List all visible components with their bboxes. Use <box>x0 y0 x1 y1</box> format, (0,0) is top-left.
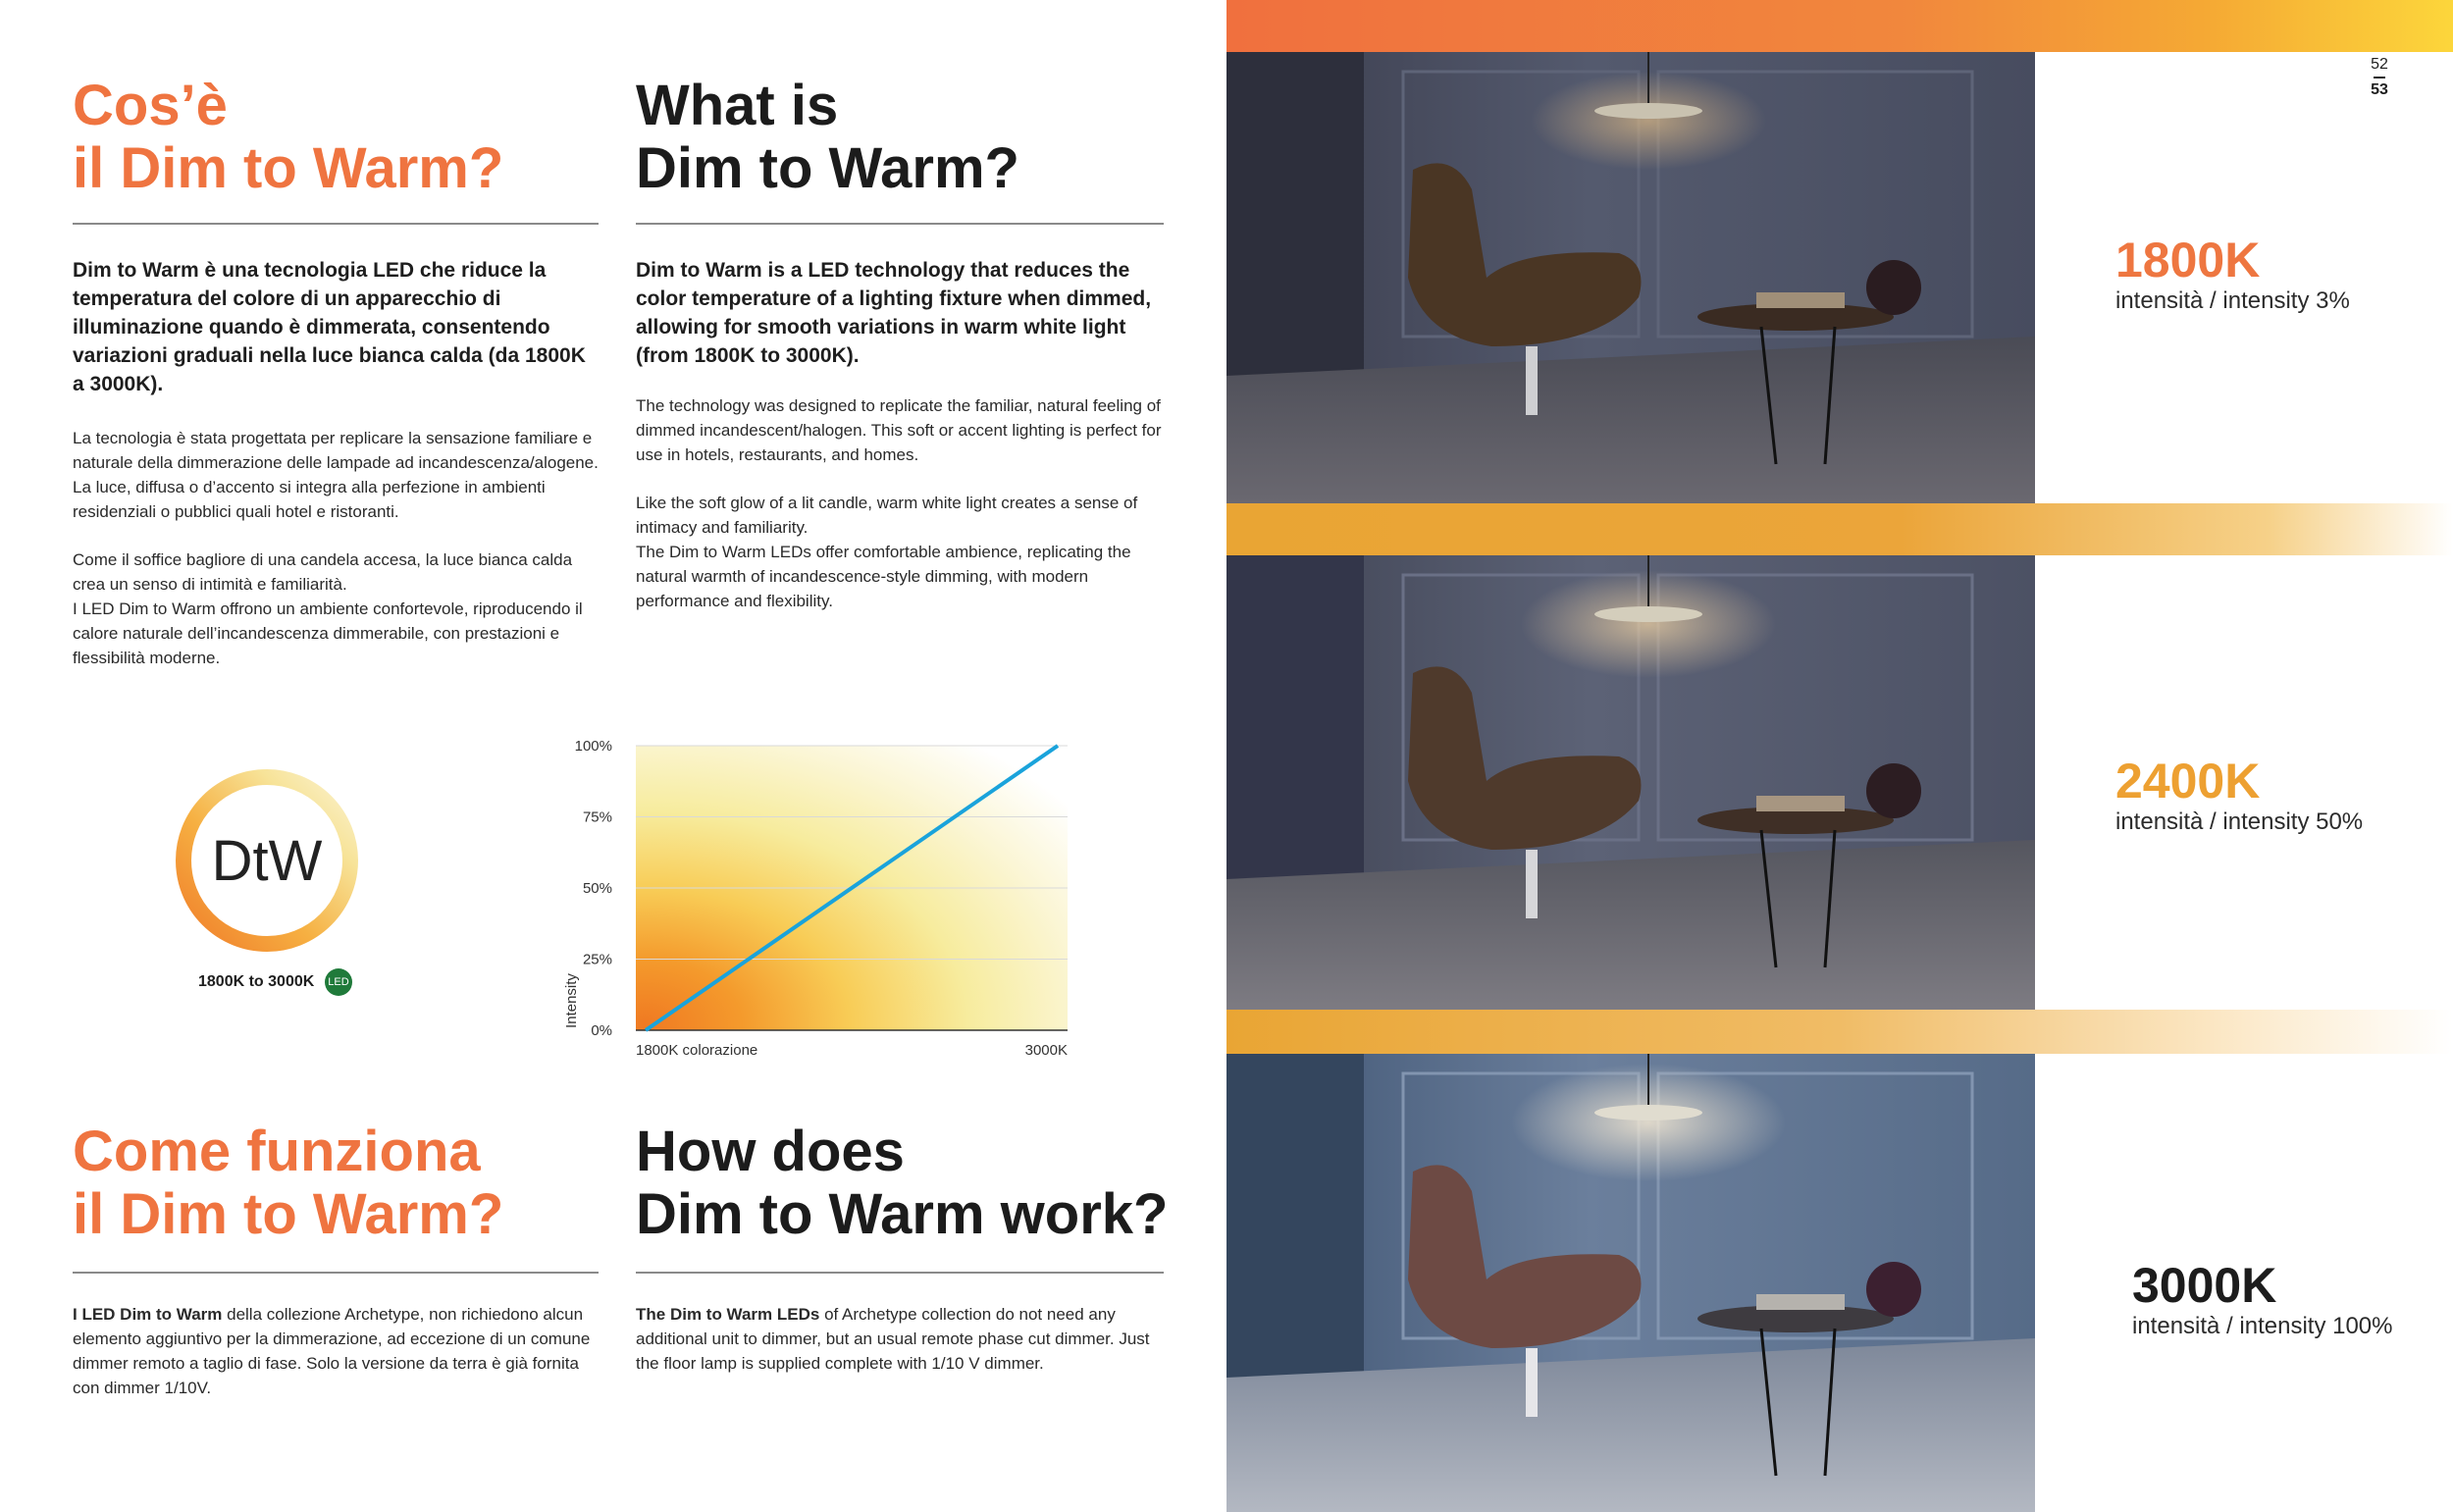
paragraph: Come il soffice bagliore di una candela accesa, la luce bianca calda crea un senso di intimità e familiarità. <box>73 550 573 594</box>
dtw-logo-text: DtW <box>211 828 323 893</box>
state-2400k <box>2115 755 2363 837</box>
divider <box>636 223 1164 225</box>
page-numbers <box>2355 55 2404 100</box>
en-intro-lead: Dim to Warm is a LED technology that reduces the color temperature of a lighting fixture when dimmed, allowing for smooth variations in warm white light (from 1800K to 3000K). <box>636 259 1152 367</box>
en-how-title: How does Dim to Warm work? <box>636 1120 1169 1246</box>
led-badge-icon: LED <box>325 968 352 996</box>
chart-x-start-label: 1800K colorazione <box>636 1042 758 1055</box>
it-how-title: Come funziona il Dim to Warm? <box>73 1120 504 1246</box>
chart-y-tick-label: 50% <box>582 880 612 897</box>
en-how-bold: The Dim to Warm LEDs <box>636 1305 820 1324</box>
paragraph: The technology was designed to replicate the familiar, natural feeling of dimmed incandescent/halogen. This soft or accent lighting is perfect for use in hotels, restaurants, and homes. <box>636 396 1162 464</box>
room-photo-2400k <box>1226 555 2035 1010</box>
en-how-text: of Archetype collection do not need any additional unit to dimmer, but an usual remote phase cut dimmer. Just the floor lamp is supplied complete with 1/10 V dimmer. <box>636 1305 1150 1373</box>
top-gradient-band <box>1226 0 2453 52</box>
state-3000k <box>2132 1259 2393 1341</box>
en-how-body <box>636 1302 1171 1376</box>
it-how-bold: I LED Dim to Warm <box>73 1305 223 1324</box>
it-intro-body <box>73 426 602 670</box>
it-intro-lead: Dim to Warm è una tecnologia LED che riduce la temperatura del colore di un apparecchio di illuminazione quando è dimmerata, consentendo variazioni graduali nella luce bianca calda (da 1800K a 3000K). <box>73 259 586 395</box>
lower-gradient-band <box>1226 1010 2453 1054</box>
divider <box>2374 77 2385 78</box>
badge-caption: 1800K to 3000K <box>198 973 315 990</box>
it-how-text: della collezione Archetype, non richiedono alcun elemento aggiuntivo per la dimmerazione, ad eccezione di un comune dimmer remoto a taglio di fase. Solo la versione da terra è già fornita con dimmer 1/10V. <box>73 1305 591 1397</box>
en-intro-body <box>636 393 1171 613</box>
chart-y-tick-label: 25% <box>582 951 612 968</box>
state-1800k <box>2115 234 2350 316</box>
paragraph: The Dim to Warm LEDs offer comfortable ambience, replicating the natural warmth of incandescence-style dimming, with modern performance and flexibility. <box>636 543 1131 610</box>
state-intensity: intensità / intensity 100% <box>2132 1313 2393 1339</box>
page-number-right: 53 <box>2371 81 2388 98</box>
paragraph: I LED Dim to Warm offrono un ambiente confortevole, riproducendo il calore naturale dell’incandescenza dimmerabile, con prestazioni e flessibilità moderne. <box>73 600 583 667</box>
state-kelvin: 3000K <box>2132 1258 2277 1313</box>
intensity-chart <box>549 721 1099 1055</box>
divider <box>636 1272 1164 1274</box>
paragraph: La tecnologia è stata progettata per replicare la sensazione familiare e naturale della dimmerazione delle lampade ad incandescenza/alogene. La luce, diffusa o d’accento si integra alla perfezione in ambienti residenziali o pubblici quali hotel e ristoranti. <box>73 429 599 521</box>
chart-y-ticks <box>575 738 612 1039</box>
chart-x-end-label: 3000K <box>1024 1042 1068 1055</box>
state-intensity: intensità / intensity 3% <box>2115 287 2350 314</box>
state-intensity: intensità / intensity 50% <box>2115 808 2364 835</box>
middle-gradient-band <box>1226 503 2453 555</box>
chart-y-label: Intensity <box>563 973 580 1028</box>
chart-y-tick-label: 100% <box>574 738 612 755</box>
chart-y-tick-label: 0% <box>591 1022 612 1039</box>
en-intro-title: What is Dim to Warm? <box>636 74 1019 200</box>
dtw-logo <box>175 768 359 953</box>
state-kelvin: 2400K <box>2115 754 2261 808</box>
divider <box>73 223 599 225</box>
chart-y-tick-label: 75% <box>582 808 612 826</box>
page-number-left: 52 <box>2371 56 2388 73</box>
divider <box>73 1272 599 1274</box>
it-how-body <box>73 1302 602 1400</box>
it-intro-title: Cos’è il Dim to Warm? <box>73 74 504 200</box>
paragraph: Like the soft glow of a lit candle, warm white light creates a sense of intimacy and familiarity. <box>636 494 1138 537</box>
room-photo-1800k <box>1226 52 2035 503</box>
room-photo-3000k <box>1226 1054 2035 1512</box>
state-kelvin: 1800K <box>2115 233 2261 287</box>
